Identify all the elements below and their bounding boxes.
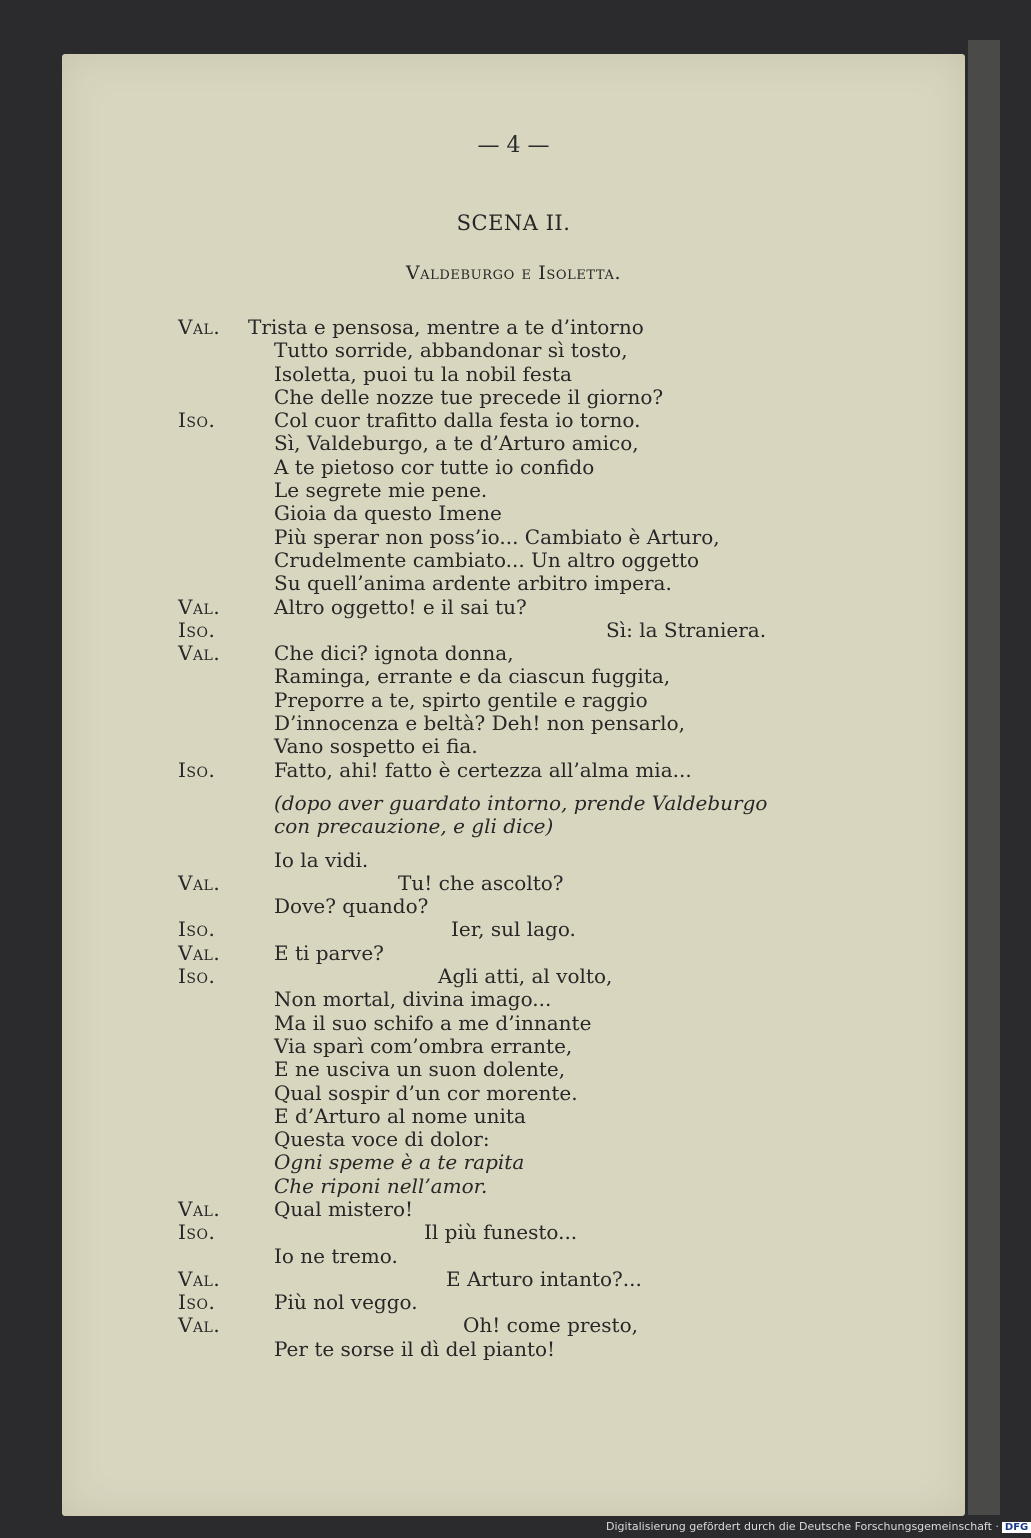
verse-text: Qual sospir d’un cor morente.	[274, 1080, 578, 1105]
dialogue-line	[62, 619, 965, 642]
dialogue-line	[62, 965, 965, 988]
speaker-label: Val.	[178, 870, 221, 895]
dialogue-line	[62, 1058, 965, 1081]
dialogue-line	[62, 1314, 965, 1337]
speaker-label: Val.	[178, 315, 221, 339]
verse-text: Raminga, errante e da ciascun fuggita,	[274, 664, 671, 689]
stage-direction: Che riponi nell’amor.	[274, 1173, 488, 1198]
verse-text: Per te sorse il dì del pianto!	[274, 1336, 556, 1361]
dialogue-line	[62, 572, 965, 595]
verse-text: Che delle nozze tue precede il giorno?	[274, 384, 664, 409]
scene-title: SCENA II.	[456, 211, 571, 235]
dialogue-line	[62, 872, 965, 895]
verse-text: Tutto sorride, abbandonar sì tosto,	[274, 338, 628, 363]
dialogue-line	[62, 1175, 965, 1198]
verse-text: Questa voce di dolor:	[274, 1127, 490, 1152]
dialogue-line	[62, 735, 965, 758]
dialogue-line	[62, 1105, 965, 1128]
stage-direction: (dopo aver guardato intorno, prende Valdeburgo	[274, 790, 768, 815]
dfg-logo: DFG	[1002, 1522, 1031, 1533]
verse-text: Su quell’anima ardente arbitro impera.	[274, 571, 672, 596]
verse-text: Crudelmente cambiato... Un altro oggetto	[274, 547, 700, 572]
dialogue-line	[62, 1151, 965, 1174]
dialogue-line	[62, 1221, 965, 1244]
verse-text: E ti parve?	[274, 940, 384, 965]
verse-text: Oh! come presto,	[463, 1313, 638, 1338]
verse-text: Io la vidi.	[274, 847, 369, 872]
verse-text: Le segrete mie pene.	[274, 478, 488, 503]
verse-text: Il più funesto...	[424, 1220, 578, 1245]
verse-text: D’innocenza e beltà? Deh! non pensarlo,	[274, 711, 685, 736]
dialogue-line	[62, 502, 965, 525]
dialogue-line	[62, 712, 965, 735]
credit-text: Digitalisierung gefördert durch die Deutsche Forschungsgemeinschaft ·	[606, 1520, 999, 1533]
dialogue-line	[62, 849, 965, 872]
dialogue-line	[62, 1198, 965, 1221]
speaker-label: Iso.	[178, 917, 216, 942]
verse-text: Sì, Valdeburgo, a te d’Arturo amico,	[274, 431, 639, 456]
verse-text: Più sperar non poss’io... Cambiato è Arturo,	[274, 524, 720, 549]
dialogue-line	[62, 815, 965, 838]
speaker-label: Iso.	[178, 617, 216, 642]
stage-direction: con precauzione, e gli dice)	[274, 814, 554, 839]
dialogue-block	[62, 316, 965, 1361]
verse-text: Altro oggetto! e il sai tu?	[274, 594, 527, 619]
verse-text: Sì: la Straniera.	[606, 617, 767, 642]
speaker-label: Val.	[178, 594, 221, 619]
speaker-label: Iso.	[178, 1290, 216, 1315]
book-page	[62, 54, 965, 1516]
page-number: — 4 —	[477, 133, 550, 158]
verse-text: Preporre a te, spirto gentile e raggio	[274, 687, 648, 712]
verse-text: Tu! che ascolto?	[398, 870, 564, 895]
speaker-label: Val.	[178, 1313, 221, 1338]
verse-text: Non mortal, divina imago...	[274, 987, 552, 1012]
digitization-credit	[606, 1520, 1031, 1533]
adjacent-page-edge	[968, 40, 1000, 1515]
dialogue-line	[62, 689, 965, 712]
verse-text: E d’Arturo al nome unita	[274, 1103, 526, 1128]
speaker-label: Iso.	[178, 1220, 216, 1245]
verse-text: Io ne tremo.	[274, 1243, 398, 1268]
verse-text: Che dici? ignota donna,	[274, 641, 514, 666]
dialogue-line	[62, 918, 965, 941]
dialogue-line	[62, 942, 965, 965]
speaker-label: Iso.	[178, 757, 216, 782]
speaker-label: Val.	[178, 1266, 221, 1291]
dialogue-line	[62, 549, 965, 572]
verse-text: Via sparì com’ombra errante,	[274, 1033, 573, 1058]
dialogue-line	[62, 1035, 965, 1058]
dialogue-line	[62, 526, 965, 549]
dialogue-line	[62, 1291, 965, 1314]
verse-text: E Arturo intanto?...	[446, 1266, 642, 1291]
dialogue-line	[62, 386, 965, 409]
verse-text: E ne usciva un suon dolente,	[274, 1057, 566, 1082]
dialogue-line	[62, 432, 965, 455]
verse-text: Fatto, ahi! fatto è certezza all’alma mia...	[274, 757, 692, 782]
dialogue-line	[62, 363, 965, 386]
speaker-label: Iso.	[178, 964, 216, 989]
dialogue-line	[62, 339, 965, 362]
dialogue-line	[62, 642, 965, 665]
dialogue-line	[62, 1338, 965, 1361]
dialogue-line	[62, 409, 965, 432]
dialogue-line	[62, 1245, 965, 1268]
verse-text: Ier, sul lago.	[451, 917, 576, 942]
speaker-label: Val.	[178, 1196, 221, 1221]
verse-text: Ma il suo schifo a me d’innante	[274, 1010, 592, 1035]
dialogue-line	[62, 456, 965, 479]
verse-text: Trista e pensosa, mentre a te d’intorno	[248, 315, 644, 339]
dialogue-line	[62, 316, 965, 339]
verse-text: Gioia da questo Imene	[274, 501, 502, 526]
verse-text: Isoletta, puoi tu la nobil festa	[274, 361, 572, 386]
verse-text: Più nol veggo.	[274, 1290, 418, 1315]
dialogue-line	[62, 792, 965, 815]
verse-text: Col cuor trafitto dalla festa io torno.	[274, 408, 641, 433]
verse-text: Agli atti, al volto,	[438, 964, 613, 989]
dialogue-line	[62, 895, 965, 918]
verse-text: Dove? quando?	[274, 894, 429, 919]
verse-text: Qual mistero!	[274, 1196, 414, 1221]
speaker-label: Val.	[178, 641, 221, 666]
verse-text: Vano sospetto ei fia.	[274, 734, 478, 759]
dialogue-line	[62, 596, 965, 619]
dialogue-line	[62, 1268, 965, 1291]
stage-direction: Ogni speme è a te rapita	[274, 1150, 525, 1175]
verse-text: A te pietoso cor tutte io confido	[274, 454, 595, 479]
dialogue-line	[62, 759, 965, 782]
scene-characters: Valdeburgo e Isoletta.	[405, 262, 622, 284]
dialogue-line	[62, 988, 965, 1011]
dialogue-line	[62, 479, 965, 502]
dialogue-line	[62, 1012, 965, 1035]
dialogue-line	[62, 665, 965, 688]
dialogue-line	[62, 1082, 965, 1105]
speaker-label: Iso.	[178, 408, 216, 433]
dialogue-line	[62, 1128, 965, 1151]
speaker-label: Val.	[178, 940, 221, 965]
